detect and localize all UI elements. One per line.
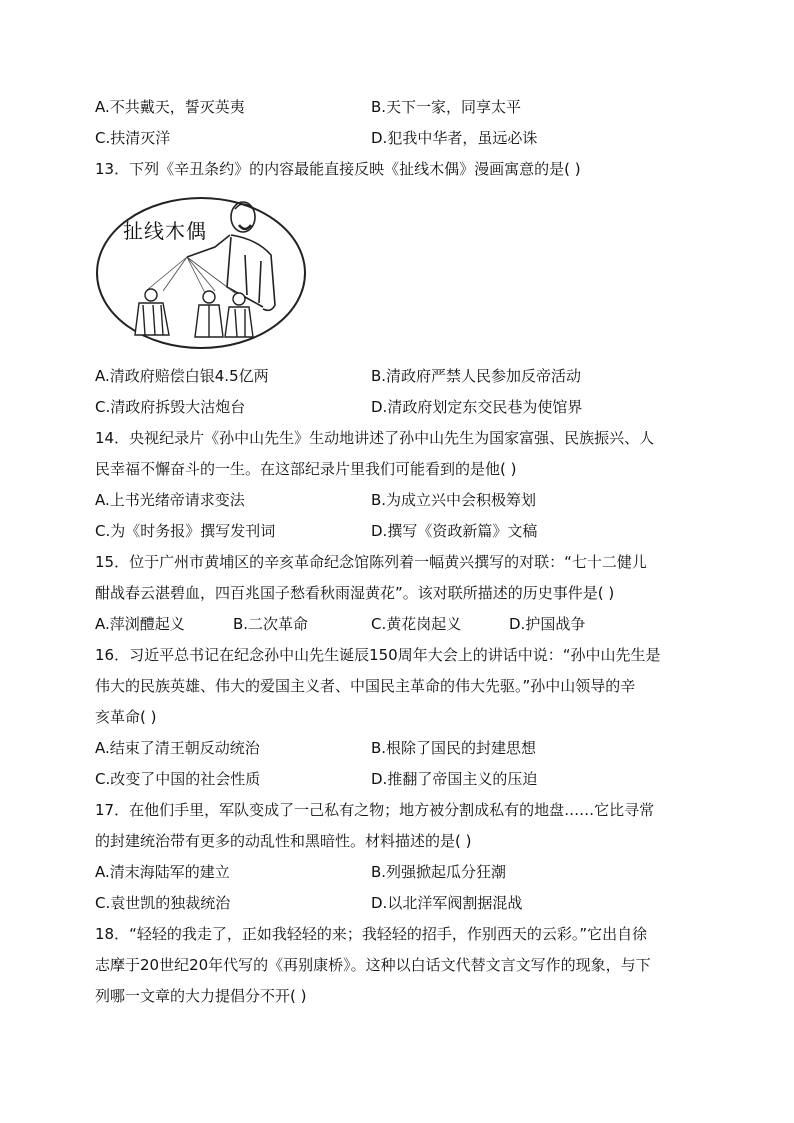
q15-option-c[interactable]: C.黄花岗起义 xyxy=(371,615,462,633)
q14-option-b[interactable]: B.为成立兴中会积极筹划 xyxy=(371,491,537,509)
q17-option-d[interactable]: D.以北洋军阀割据混战 xyxy=(371,894,523,912)
q13-stem: 13．下列《辛丑条约》的内容最能直接反映《扯线木偶》漫画寓意的是( ) xyxy=(95,160,581,178)
q16-option-a[interactable]: A.结束了清王朝反动统治 xyxy=(95,739,260,757)
q17-option-a[interactable]: A.清末海陆军的建立 xyxy=(95,863,230,881)
q16-option-c[interactable]: C.改变了中国的社会性质 xyxy=(95,770,261,788)
q15-option-a[interactable]: A.萍浏醴起义 xyxy=(95,615,185,633)
q14-option-c[interactable]: C.为《时务报》撰写发刊词 xyxy=(95,522,276,540)
q18-stem-line-2: 志摩于20世纪20年代写的《再别康桥》。这种以白话文代替文言文写作的现象，与下 xyxy=(95,956,651,974)
q15-stem-line-1: 15．位于广州市黄埔区的辛亥革命纪念馆陈列着一幅黄兴撰写的对联：“七十二健儿 xyxy=(95,553,647,571)
q16-option-b[interactable]: B.根除了国民的封建思想 xyxy=(371,739,537,757)
q12-option-d[interactable]: D.犯我中华者，虽远必诛 xyxy=(371,129,538,147)
q18-stem-line-3: 列哪一文章的大力提倡分不开( ) xyxy=(95,987,307,1005)
q17-option-c[interactable]: C.袁世凯的独裁统治 xyxy=(95,894,231,912)
q13-option-d[interactable]: D.清政府划定东交民巷为使馆界 xyxy=(371,398,583,416)
q17-stem-line-2: 的封建统治带有更多的动乱性和黑暗性。材料描述的是( ) xyxy=(95,832,472,850)
q18-stem-line-1: 18．“轻轻的我走了，正如我轻轻的来；我轻轻的招手，作别西天的云彩。”它出自徐 xyxy=(95,925,648,943)
q16-stem-line-2: 伟大的民族英雄、伟大的爱国主义者、中国民主革命的伟大先驱。”孙中山领导的辛 xyxy=(95,677,636,695)
q16-stem-line-1: 16．习近平总书记在纪念孙中山先生诞辰150周年大会上的讲话中说：“孙中山先生是 xyxy=(95,646,661,664)
q16-option-d[interactable]: D.推翻了帝国主义的压迫 xyxy=(371,770,538,788)
q17-option-b[interactable]: B.列强掀起瓜分狂潮 xyxy=(371,863,507,881)
q16-stem-line-3: 亥革命( ) xyxy=(95,708,157,726)
q14-option-a[interactable]: A.上书光绪帝请求变法 xyxy=(95,491,245,509)
q15-option-b[interactable]: B.二次革命 xyxy=(233,615,309,633)
q15-stem-line-2: 酣战春云湛碧血，四百兆国子愁看秋雨湿黄花”。该对联所描述的历史事件是( ) xyxy=(95,584,615,602)
q12-option-b[interactable]: B.天下一家，同享太平 xyxy=(371,98,522,116)
figure-caption: 扯线木偶 xyxy=(123,219,207,243)
q13-option-b[interactable]: B.清政府严禁人民参加反帝活动 xyxy=(371,367,582,385)
q15-option-d[interactable]: D.护国战争 xyxy=(509,615,586,633)
q13-option-c[interactable]: C.清政府拆毁大沽炮台 xyxy=(95,398,246,416)
q14-option-d[interactable]: D.撰写《资政新篇》文稿 xyxy=(371,522,538,540)
q14-stem-line-2: 民幸福不懈奋斗的一生。在这部纪录片里我们可能看到的是他( ) xyxy=(95,460,517,478)
q17-stem-line-1: 17．在他们手里，军队变成了一己私有之物；地方被分割成私有的地盘……它比寻常 xyxy=(95,801,655,819)
puppet-cartoon-figure xyxy=(95,195,307,351)
q13-option-a[interactable]: A.清政府赔偿白银4.5亿两 xyxy=(95,367,269,385)
q14-stem-line-1: 14．央视纪录片《孙中山先生》生动地讲述了孙中山先生为国家富强、民族振兴、人 xyxy=(95,429,655,447)
q12-option-a[interactable]: A.不共戴天，誓灭英夷 xyxy=(95,98,245,116)
q12-option-c[interactable]: C.扶清灭洋 xyxy=(95,129,171,147)
